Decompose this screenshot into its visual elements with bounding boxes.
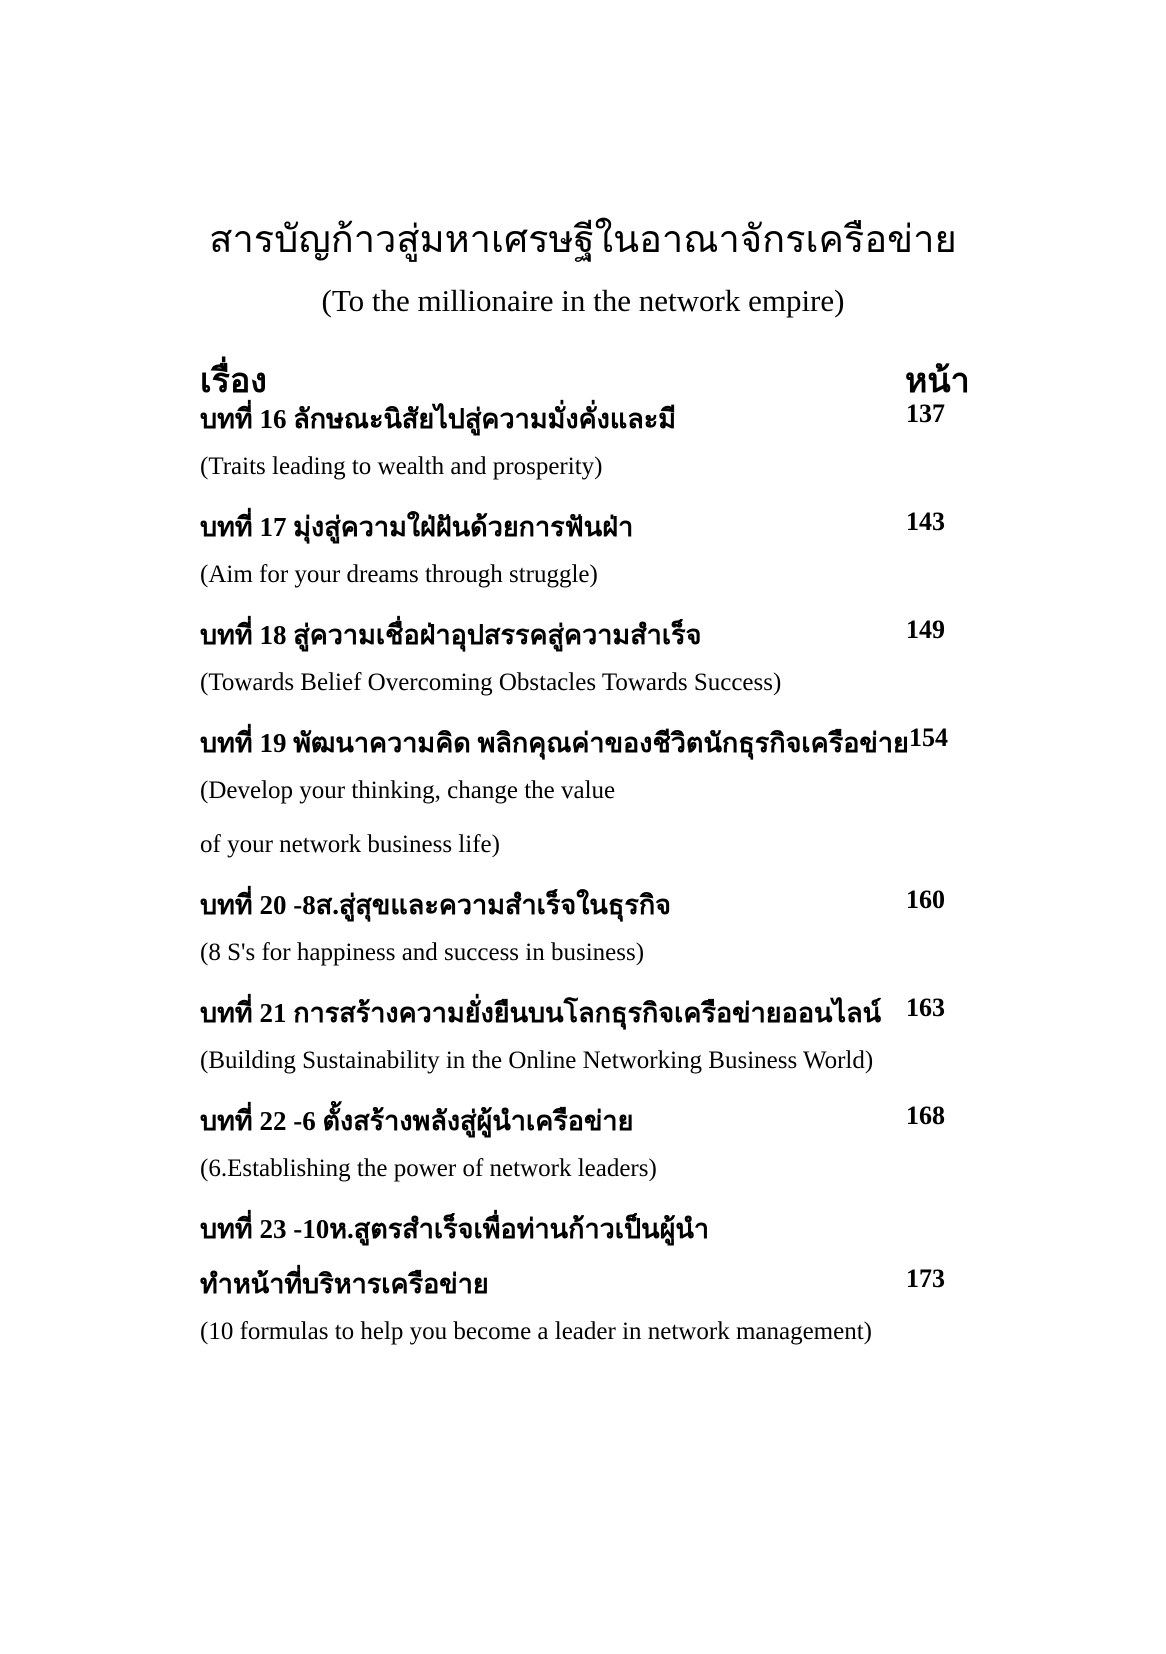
chapter-title-line2: ทำหน้าที่บริหารเครือข่าย [200, 1269, 489, 1299]
chapter-page-number: 173 [906, 1264, 945, 1293]
chapter-english-subtitle-line2: of your network business life) [200, 831, 500, 858]
toc-entry-chapter-20 [200, 883, 960, 923]
chapter-english-subtitle: (Aim for your dreams through struggle) [200, 561, 598, 588]
chapter-title: บทที่ 21 การสร้างความยั่งยืนบนโลกธุรกิจเครือข่ายออนไลน์ [200, 998, 882, 1028]
column-header-topic: เรื่อง [200, 363, 267, 400]
chapter-title: บทที่ 17 มุ่งสู่ความใฝ่ฝันด้วยการฟันฝ่า [200, 512, 634, 542]
chapter-page-number: 154 [909, 723, 948, 752]
toc-entry-chapter-23 [200, 1207, 960, 1247]
chapter-page-number: 149 [906, 615, 945, 644]
chapter-english-subtitle: (Traits leading to wealth and prosperity) [200, 453, 603, 480]
chapter-english-subtitle: (10 formulas to help you become a leader in network management) [200, 1318, 872, 1345]
toc-entry-chapter-21 [200, 991, 960, 1031]
toc-entry-chapter-16 [200, 397, 960, 437]
chapter-title: บทที่ 18 สู่ความเชื่อฝ่าอุปสรรคสู่ความสำเร็จ [200, 620, 702, 650]
chapter-page-number: 160 [906, 885, 945, 914]
page-title-thai: สารบัญก้าวสู่มหาเศรษฐีในอาณาจักรเครือข่าย [209, 219, 957, 261]
chapter-title: บทที่ 19 พัฒนาความคิด พลิกคุณค่าของชีวิตนักธุรกิจเครือข่าย [200, 728, 909, 758]
chapter-english-subtitle: (8 S's for happiness and success in business) [200, 939, 645, 966]
chapter-page-number: 163 [906, 993, 945, 1022]
chapter-english-subtitle: (Develop your thinking, change the value [200, 777, 616, 804]
chapter-page-number: 137 [906, 399, 945, 428]
toc-entry-chapter-22 [200, 1099, 960, 1139]
chapter-title: บทที่ 16 ลักษณะนิสัยไปสู่ความมั่งคั่งและมี [200, 404, 677, 434]
toc-entry-chapter-19 [200, 721, 960, 761]
chapter-english-subtitle: (6.Establishing the power of network leaders) [200, 1155, 657, 1182]
column-header-page: หน้า [905, 363, 970, 400]
chapter-english-subtitle: (Building Sustainability in the Online Networking Business World) [200, 1047, 874, 1074]
chapter-title: บทที่ 20 -8ส.สู่สุขและความสำเร็จในธุรกิจ [200, 890, 671, 920]
chapter-title: บทที่ 22 -6 ตั้งสร้างพลังสู่ผู้นำเครือข่าย [200, 1106, 634, 1136]
toc-entry-chapter-23-line2 [200, 1262, 960, 1302]
page-title-english: (To the millionaire in the network empire) [321, 283, 845, 318]
chapter-english-subtitle: (Towards Belief Overcoming Obstacles Towards Success) [200, 669, 782, 696]
chapter-page-number: 143 [906, 507, 945, 536]
toc-entry-chapter-17 [200, 505, 960, 545]
toc-entry-chapter-18 [200, 613, 960, 653]
chapter-page-number: 168 [906, 1101, 945, 1130]
chapter-title: บทที่ 23 -10ห.สูตรสำเร็จเพื่อท่านก้าวเป็นผู้นำ [200, 1214, 710, 1244]
